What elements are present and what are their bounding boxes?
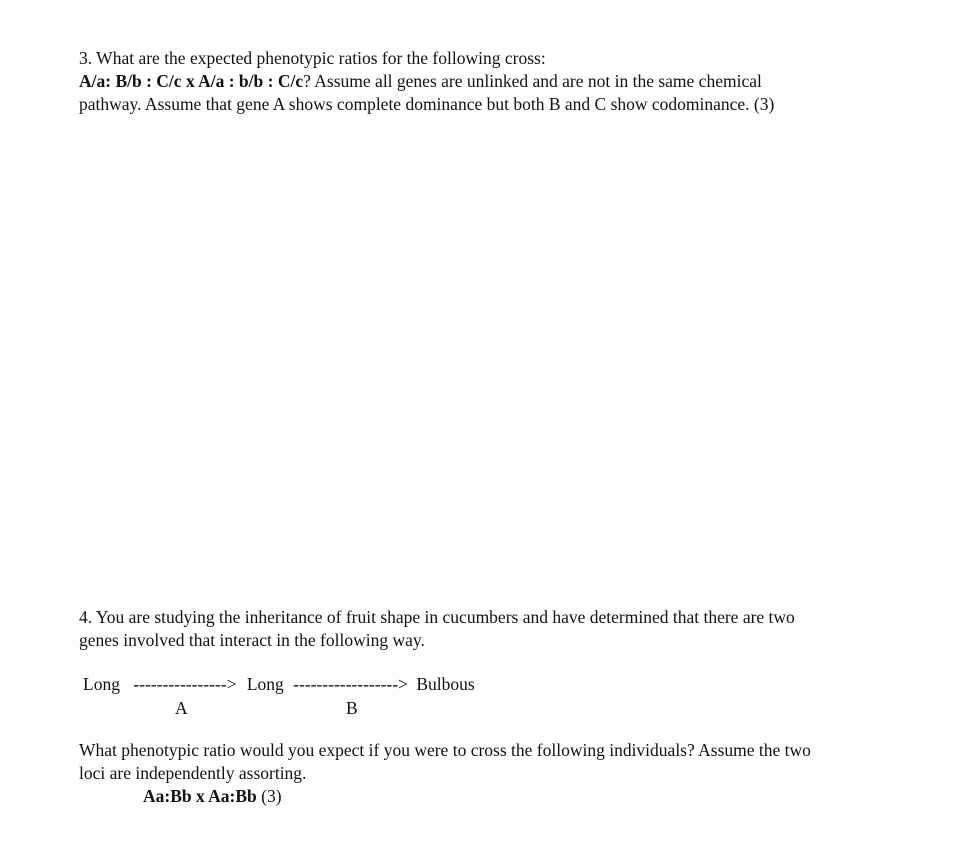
gene-b-label: B — [346, 698, 358, 718]
question-3-cross-line — [79, 70, 939, 93]
pathway-row — [83, 673, 475, 696]
question-3-prompt: 3. What are the expected phenotypic ratios for the following cross: — [79, 48, 546, 68]
question-4-points: (3) — [256, 786, 282, 806]
question-3-cross: A/a: B/b : C/c x A/a : b/b : C/c — [79, 71, 304, 91]
gene-a-label: A — [175, 698, 188, 718]
question-4-cross: Aa:Bb x Aa:Bb — [143, 786, 257, 806]
pathway-arrow-1: ----------------> — [133, 674, 237, 694]
question-4-prompt: 4. You are studying the inheritance of fruit shape in cucumbers and have determined that there are two — [79, 607, 795, 627]
question-3-assumption: ? Assume all genes are unlinked and are not in the same chemical — [303, 71, 762, 91]
question-4 — [79, 606, 939, 652]
question-4-followup — [79, 739, 949, 785]
fruit-shape-pathway — [83, 673, 783, 721]
question-3 — [79, 47, 939, 116]
question-4-prompt-continued: genes involved that interact in the following way. — [79, 630, 425, 650]
pathway-arrow-2: ------------------> — [293, 674, 408, 694]
question-3-dominance-note: pathway. Assume that gene A shows complete dominance but both B and C show codominance. (3) — [79, 94, 775, 114]
question-4-cross-line — [143, 785, 282, 808]
pathway-middle-phenotype: Long — [246, 674, 284, 694]
question-4-followup-line-1: What phenotypic ratio would you expect if you were to cross the following individuals? Assume the two — [79, 740, 811, 760]
pathway-end-phenotype: Bulbous — [416, 674, 475, 694]
pathway-start-phenotype: Long — [83, 674, 120, 694]
question-4-followup-line-2: loci are independently assorting. — [79, 763, 307, 783]
